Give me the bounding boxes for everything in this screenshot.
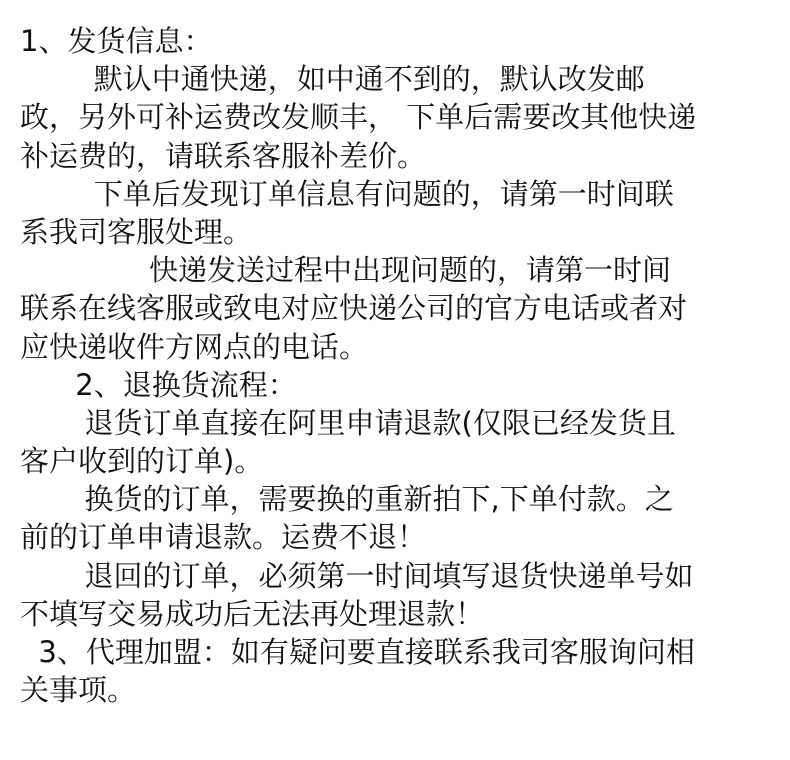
text-line: 不填写交易成功后无法再处理退款！ <box>20 596 485 631</box>
text-line: 2、退换货流程： <box>20 367 297 402</box>
text-line: 退货订单直接在阿里申请退款(仅限已经发货且 <box>20 405 676 440</box>
document-body <box>0 22 790 709</box>
text-line: 1、发货信息： <box>20 24 213 58</box>
text-line: 3、代理加盟：如有疑问要直接联系我司客服询问相 <box>20 635 695 669</box>
text-line: 补运费的，请联系客服补差价。 <box>20 138 427 173</box>
text-line: 联系在线客服或致电对应快递公司的官方电话或者对 <box>20 291 688 326</box>
text-line: 前的订单申请退款。运费不退！ <box>20 520 427 555</box>
text-line: 应快递收件方网点的电话。 <box>20 329 369 364</box>
text-line: 快递发送过程中出现问题的，请第一时间 <box>20 253 672 288</box>
text-line: 换货的订单，需要换的重新拍下,下单付款。之 <box>20 482 674 517</box>
text-line: 关事项。 <box>20 673 137 708</box>
text-line: 默认中通快递，如中通不到的，默认改发邮 <box>20 62 645 97</box>
text-line: 下单后发现订单信息有问题的，请第一时间联 <box>20 176 674 211</box>
text-line: 退回的订单，必须第一时间填写退货快递单号如 <box>20 558 694 593</box>
text-line: 系我司客服处理。 <box>20 214 253 249</box>
text-line: 客户收到的订单)。 <box>20 444 264 479</box>
text-line: 政，另外可补运费改发顺丰， 下单后需要改其他快递 <box>20 100 697 135</box>
